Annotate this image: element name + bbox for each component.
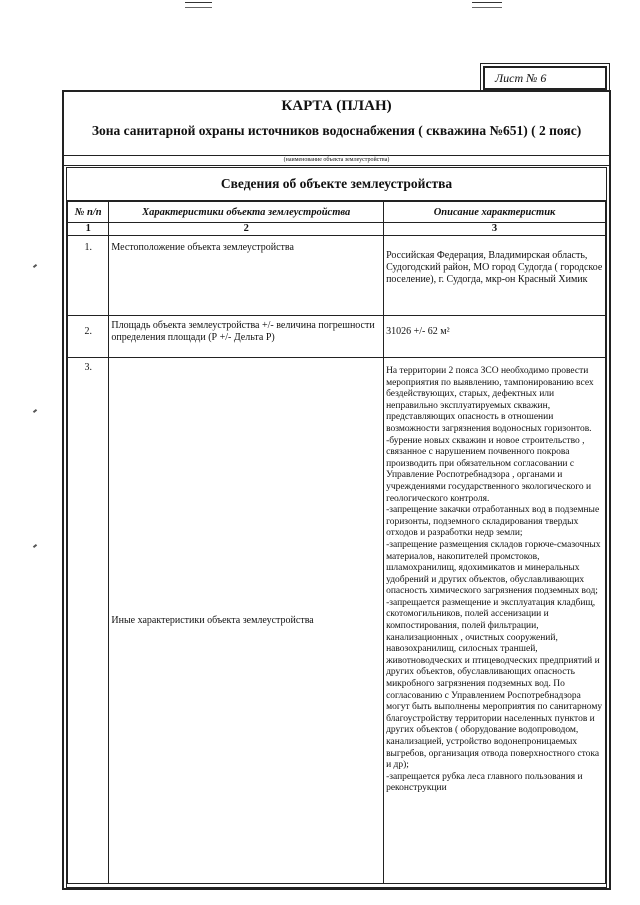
- characteristics-table: [67, 201, 606, 884]
- column-header: Характеристики объекта землеустройства: [109, 202, 384, 223]
- column-number: 2: [109, 223, 384, 236]
- row-description: Российская Федерация, Владимирская область, Судогодский район, МО город Судогда ( городское поселение), г. Судогда, мкр-он Красный Химик: [384, 236, 606, 316]
- column-number: 3: [384, 223, 606, 236]
- row-number: 3.: [68, 358, 109, 884]
- info-section: [66, 167, 607, 888]
- section-title: Сведения об объекте землеустройства: [67, 168, 606, 201]
- row-number: 1.: [68, 236, 109, 316]
- scan-mark-left: [185, 2, 212, 8]
- table-row: [68, 236, 606, 316]
- row-description: На территории 2 пояса ЗСО необходимо провести мероприятия по выявлению, тампонированию всех бездействующих, старых, дефектных или неправильно эксплуатируемых скважин, представляющих опасность в отношении возможности загрязнения водоносных горизонтов. -бурение новых скважин и новое строительство , связанное с нарушением почвенного покрова производить при обязательном согласовании с Управление Роспотребнадзора , органами и учреждениями государственного экологического и геологического контроля. -запрещение закачки отработанных вод в подземные горизонты, подземного складирования твердых отходов и разработки недр земли; -запрещение размещения складов горюче-смазочных материалов, накопителей промстоков, шламохранилищ, ядохимикатов и минеральных удобрений и других объектов, обуславливающих опасность химического загрязнения подземных вод; -запрещается размещение и эксплуатация кладбищ, скотомогильников, полей ассенизации и компостирования, полей фильтрации, канализационных , очистных сооружений, навозохранилищ, силосных траншей, животноводческих и птицеводческих предприятий и других объектов, обуславливающих опасность микробного загрязнения подземных вод. По согласованию с Управлением Роспотребнадзора могут быть выполнены мероприятия по санитарному благоустройству территории населенных пунктов и других объектов ( оборудование водопроводом, канализацией, устройство водонепроницаемых выгребов, организация отвода поверхностного стока и др); -запрещается рубка леса главного пользования и реконструкции: [384, 358, 606, 884]
- margin-tick: [33, 264, 37, 268]
- table-row: [68, 358, 606, 884]
- column-header: Описание характеристик: [384, 202, 606, 223]
- row-number: 2.: [68, 316, 109, 358]
- row-characteristic: Иные характеристики объекта землеустройства: [109, 358, 384, 884]
- page-title: КАРТА (ПЛАН): [281, 98, 392, 114]
- sheet-number: Лист № 6: [483, 66, 607, 90]
- name-caption: (наименование объекта землеустройства): [64, 155, 609, 166]
- column-header: № п/п: [68, 202, 109, 223]
- table-row: [68, 316, 606, 358]
- document-frame: [62, 90, 611, 890]
- scan-mark-right: [472, 2, 502, 8]
- margin-tick: [33, 409, 37, 413]
- title-block: [64, 92, 609, 154]
- column-number: 1: [68, 223, 109, 236]
- table-header-row: [68, 202, 606, 223]
- margin-tick: [33, 544, 37, 548]
- page-subtitle: Зона санитарной охраны источников водоснабжения ( скважина №651) ( 2 пояс): [91, 123, 582, 138]
- column-number-row: [68, 223, 606, 236]
- row-description: 31026 +/- 62 м²: [384, 316, 606, 358]
- row-characteristic: Площадь объекта землеустройства +/- величина погрешности определения площади (Р +/- Дельта Р): [109, 316, 384, 358]
- row-characteristic: Местоположение объекта землеустройства: [109, 236, 384, 316]
